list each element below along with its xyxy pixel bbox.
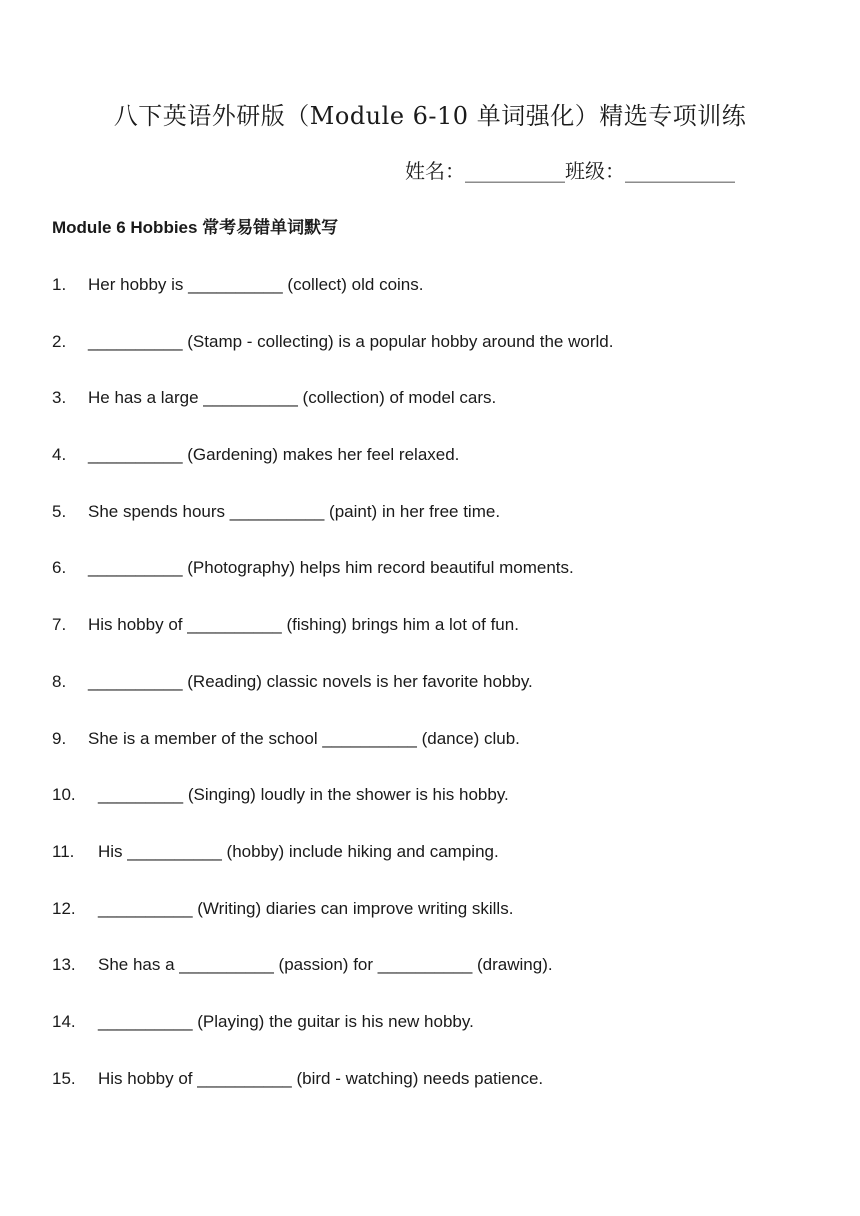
question-item [52,496,613,553]
question-text: She has a __________ (passion) for __________ (drawing). [98,955,553,975]
question-list [52,269,613,1119]
question-item [52,552,613,609]
question-number: 8. [52,671,67,691]
question-item [52,779,613,836]
question-text: __________ (Gardening) makes her feel relaxed. [88,445,460,465]
question-text: __________ (Writing) diaries can improve writing skills. [98,898,514,918]
page-title: 八下英语外研版（Module 6-10 单词强化）精选专项训练 [113,102,747,130]
question-text: Her hobby is __________ (collect) old coins. [88,275,424,294]
question-number: 2. [52,331,67,351]
question-number: 1. [52,275,67,294]
question-text: She spends hours __________ (paint) in her free time. [88,501,501,521]
question-text: _________ (Singing) loudly in the shower is his hobby. [98,785,509,805]
question-item [52,836,613,893]
question-text: His hobby of __________ (bird - watching) needs patience. [98,1068,544,1088]
question-item [52,949,613,1006]
section-heading: Module 6 Hobbies 常考易错单词默写 [52,218,339,237]
question-number: 14. [52,1011,76,1031]
question-number: 5. [52,501,67,521]
question-item [52,723,613,780]
question-number: 13. [52,955,76,975]
question-text: __________ (Reading) classic novels is her favorite hobby. [88,671,533,691]
question-text: __________ (Photography) helps him record beautiful moments. [88,558,574,578]
question-item [52,439,613,496]
question-number: 6. [52,558,67,578]
question-item [52,269,613,326]
question-number: 11. [52,841,75,861]
question-item [52,382,613,439]
question-item [52,326,613,383]
question-item [52,609,613,666]
name-class-line: 姓名：__________班级：___________ [405,159,735,183]
question-item [52,666,613,723]
question-item [52,893,613,950]
question-number: 7. [52,615,67,635]
question-text: He has a large __________ (collection) of model cars. [88,388,497,408]
question-number: 12. [52,898,76,918]
question-text: __________ (Playing) the guitar is his new hobby. [98,1011,474,1031]
question-number: 10. [52,785,76,805]
question-number: 4. [52,445,67,465]
question-item [52,1006,613,1063]
question-item [52,1063,613,1120]
question-text: She is a member of the school __________ (dance) club. [88,728,520,748]
question-number: 15. [52,1068,76,1088]
question-number: 3. [52,388,67,408]
question-number: 9. [52,728,67,748]
question-text: His hobby of __________ (fishing) brings him a lot of fun. [88,615,519,635]
question-text: His __________ (hobby) include hiking and camping. [98,841,499,861]
question-text: __________ (Stamp - collecting) is a popular hobby around the world. [88,331,614,351]
